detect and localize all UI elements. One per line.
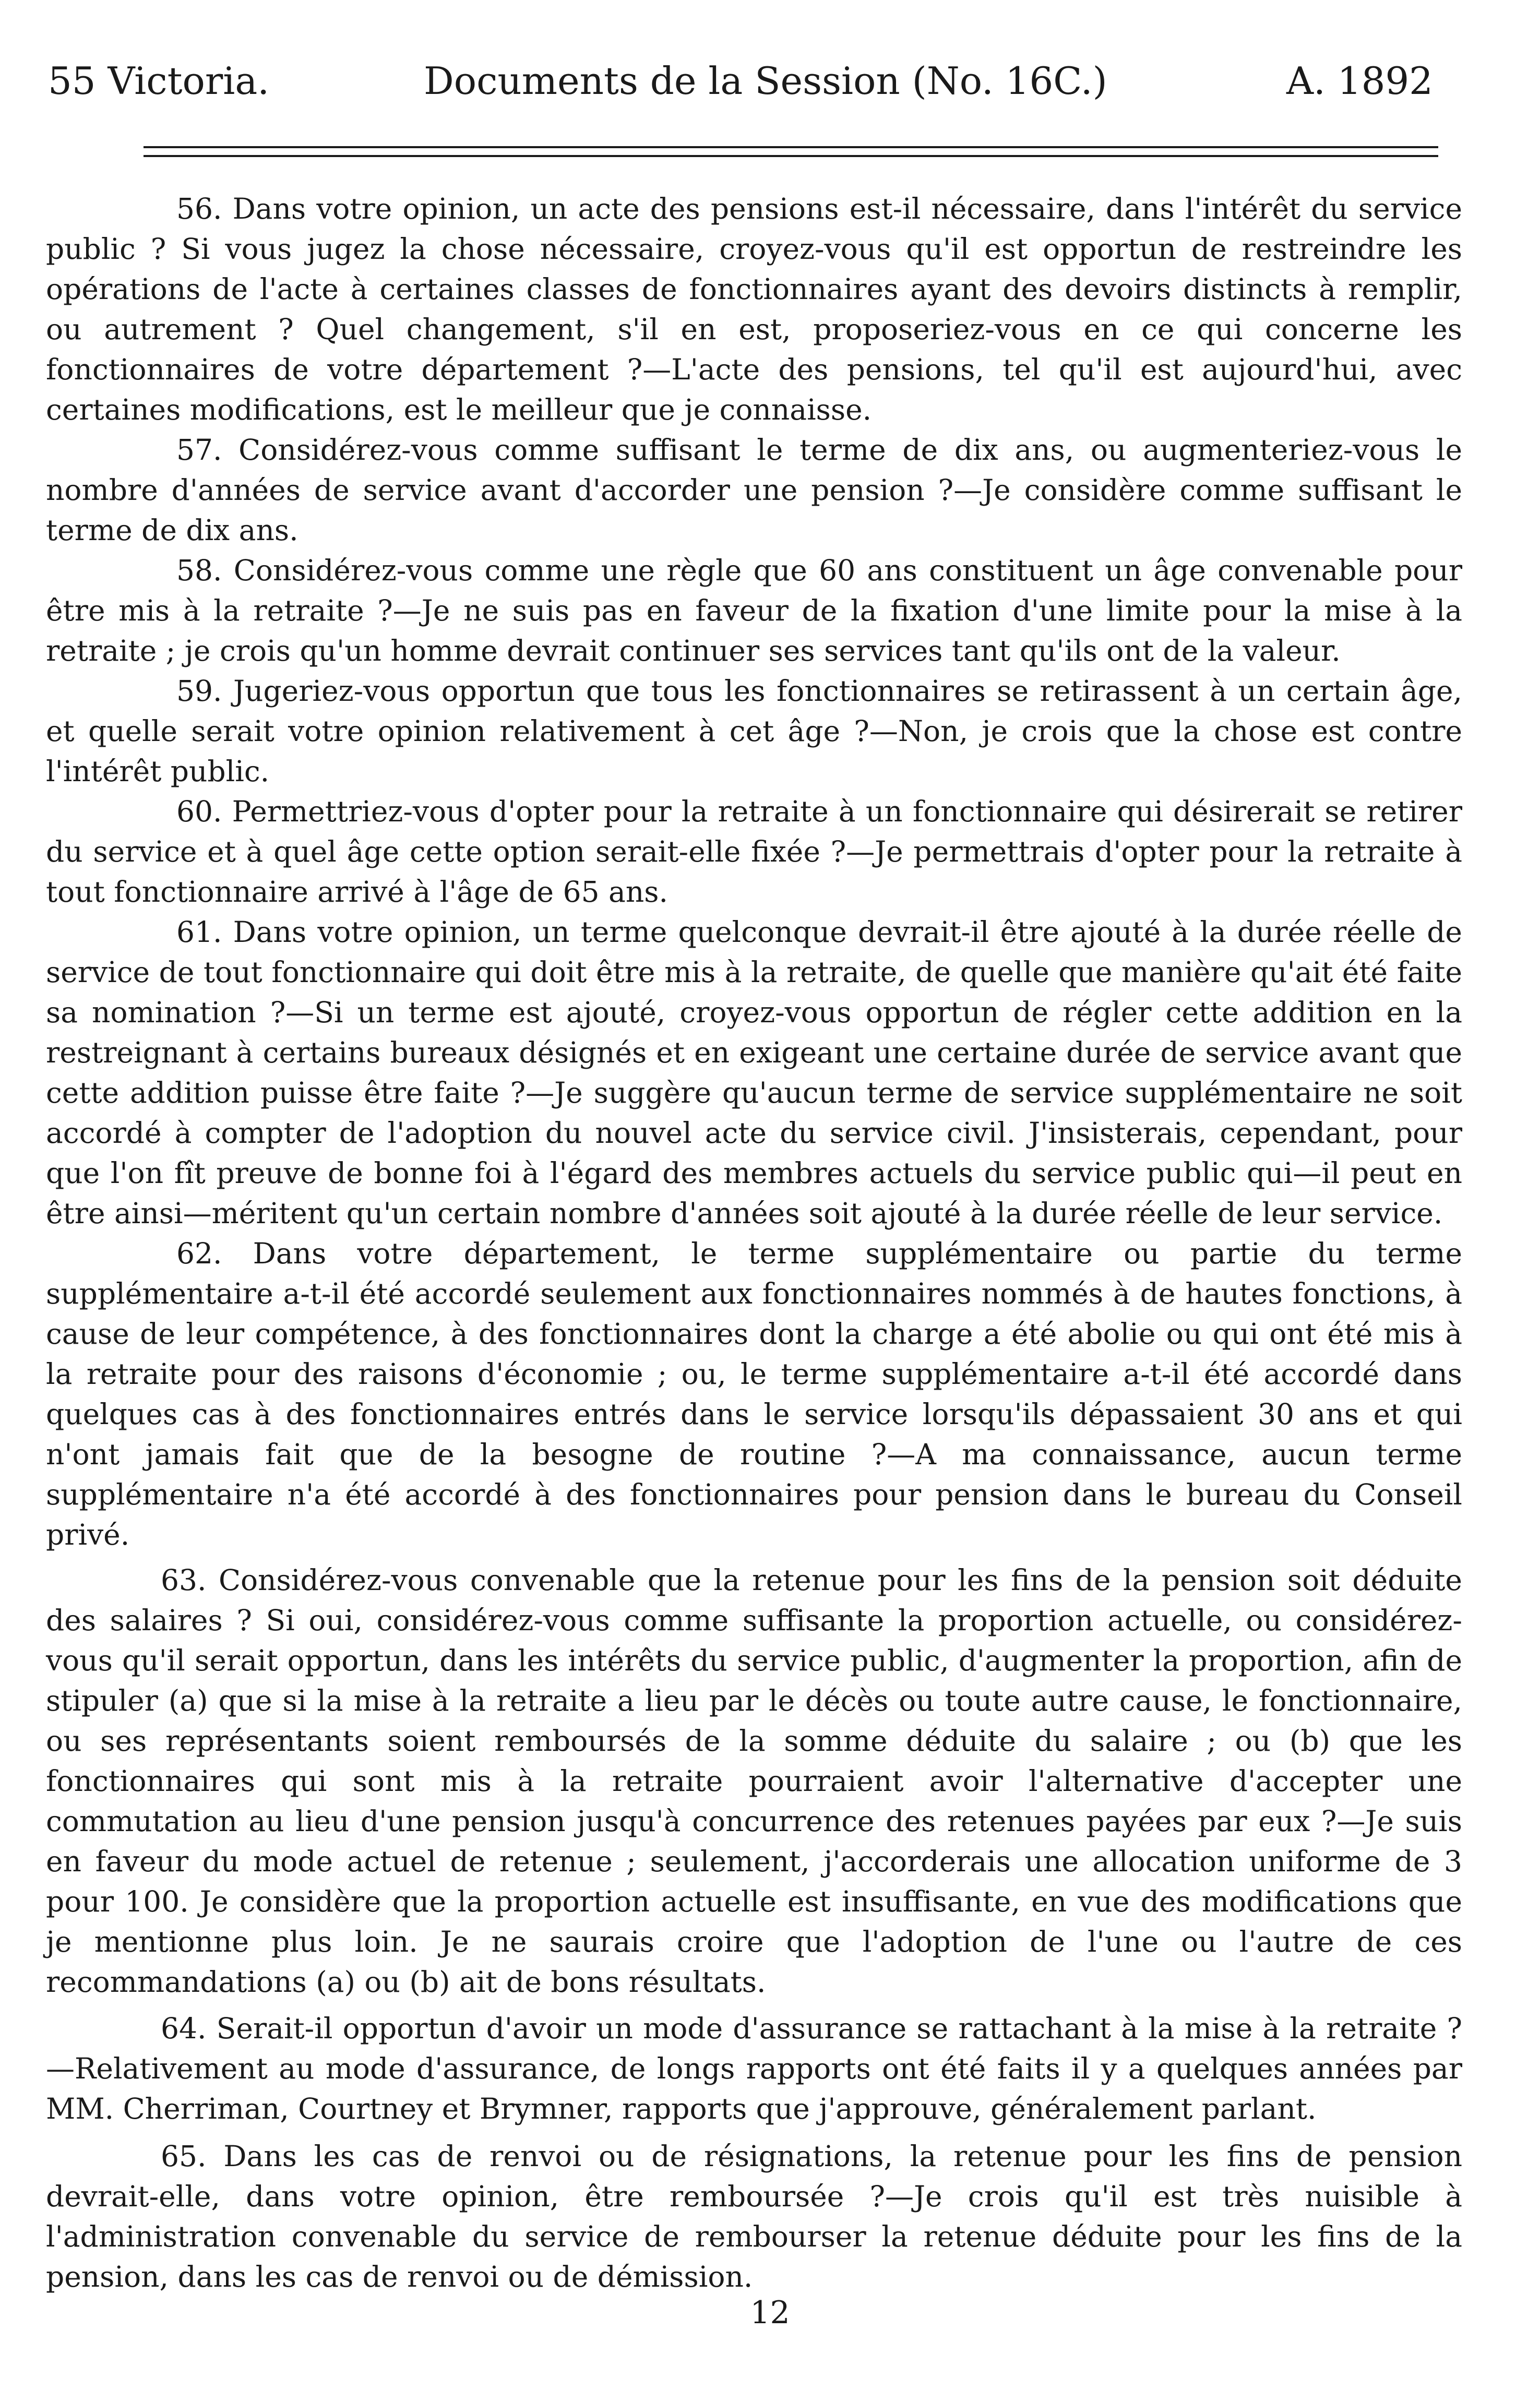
paragraph-64: [46, 2009, 1462, 2129]
header-rule-bottom: [144, 155, 1438, 157]
paragraph-56: [46, 189, 1462, 430]
paragraph-58: [46, 551, 1462, 671]
paragraph-text: Considérez-vous convenable que la retenue pour les fins de la pension soit déduite des salaires ? Si oui, considérez-vous comme suffisante la proportion actuelle, ou considérez-vous qu'il serait opportun, dans les intérêts du service public, d'augmenter la proportion, afin de stipuler (a) que si la mise à la retraite a lieu par le décès ou toute autre cause, le fonctionnaire, ou ses représentants soient remboursés de la somme déduite du salaire ; ou (b) que les fonctionnaires qui sont mis à la retraite pourraient avoir l'alternative d'accepter une commutation au lieu d'une pension jusqu'à concurrence des retenues payées par eux ?—Je suis en faveur du mode actuel de retenue ; seulement, j'accorderais une allocation uniforme de 3 pour 100. Je considère que la proportion actuelle est insuffisante, en vue des modifications que je mentionne plus loin. Je ne saurais croire que l'adoption de l'une ou l'autre de ces recommandations (a) ou (b) ait de bons résultats.: [46, 1563, 1462, 1999]
paragraph-number: 60.: [176, 795, 222, 828]
header-title: Documents de la Session (No. 16C.): [424, 59, 1107, 103]
paragraph-number: 58.: [176, 554, 222, 587]
paragraph-number: 56.: [176, 192, 222, 225]
paragraph-number: 57.: [176, 433, 222, 467]
paragraph-number: 61.: [176, 915, 222, 949]
paragraph-62: [46, 1234, 1462, 1555]
paragraph-text: Permettriez-vous d'opter pour la retraite à un fonctionnaire qui désirerait se retirer du service et à quel âge cette option serait-elle fixée ?—Je permettrais d'opter pour la retraite à tout fonctionnaire arrivé à l'âge de 65 ans.: [46, 795, 1462, 909]
paragraph-59: [46, 671, 1462, 792]
paragraph-number: 65.: [161, 2140, 207, 2173]
paragraph-text: Considérez-vous comme une règle que 60 ans constituent un âge convenable pour être mis à la retraite ?—Je ne suis pas en faveur de la fixation d'une limite pour la mise à la retraite ; je crois qu'un homme devrait continuer ses services tant qu'ils ont de la valeur.: [46, 554, 1462, 667]
paragraph-text: Dans votre département, le terme supplémentaire ou partie du terme supplémentaire a-t-il été accordé seulement aux fonctionnaires nommés à de hautes fonctions, à cause de leur compétence, à des fonctionnaires dont la charge a été abolie ou qui ont été mis à la retraite pour des raisons d'économie ; ou, le terme supplémentaire a-t-il été accordé dans quelques cas à des fonctionnaires entrés dans le service lorsqu'ils dépassaient 30 ans et qui n'ont jamais fait que de la besogne de routine ?—A ma connaissance, aucun terme supplémentaire n'a été accordé à des fonctionnaires pour pension dans le bureau du Conseil privé.: [46, 1237, 1463, 1551]
paragraph-text: Dans votre opinion, un terme quelconque devrait-il être ajouté à la durée réelle de service de tout fonctionnaire qui doit être mis à la retraite, de quelle que manière qu'ait été faite sa nomination ?—Si un terme est ajouté, croyez-vous opportun de régler cette addition en la restreignant à certains bureaux désignés et en exigeant une certaine durée de service avant que cette addition puisse être faite ?—Je suggère qu'aucun terme de service supplémentaire ne soit accordé à compter de l'adoption du nouvel acte du service civil. J'insisterais, cependant, pour que l'on fît preuve de bonne foi à l'égard des membres actuels du service public qui—il peut en être ainsi—méritent qu'un certain nombre d'années soit ajouté à la durée réelle de leur service.: [46, 915, 1462, 1230]
paragraph-57: [46, 430, 1462, 551]
header-year: A. 1892: [1286, 59, 1433, 103]
paragraph-text: Dans les cas de renvoi ou de résignations, la retenue pour les fins de pension devrait-elle, dans votre opinion, être remboursée ?—Je crois qu'il est très nuisible à l'administration convenable du service de rembourser la retenue déduite pour les fins de la pension, dans les cas de renvoi ou de démission.: [46, 2140, 1463, 2293]
paragraph-text: Dans votre opinion, un acte des pensions est-il nécessaire, dans l'intérêt du service public ? Si vous jugez la chose nécessaire, croyez-vous qu'il est opportun de restreindre les opérations de l'acte à certaines classes de fonctionnaires ayant des devoirs distincts à remplir, ou autrement ? Quel changement, s'il en est, proposeriez-vous en ce qui concerne les fonctionnaires de votre département ?—L'acte des pensions, tel qu'il est aujourd'hui, avec certaines modifications, est le meilleur que je connaisse.: [46, 192, 1463, 426]
paragraph-60: [46, 792, 1462, 912]
paragraph-number: 62.: [176, 1237, 222, 1270]
paragraph-61: [46, 912, 1462, 1234]
paragraph-number: 63.: [161, 1563, 207, 1597]
page-number: 12: [750, 2295, 790, 2331]
paragraph-63: [46, 1560, 1462, 2002]
paragraph-text: Jugeriez-vous opportun que tous les fonctionnaires se retirassent à un certain âge, et quelle serait votre opinion relativement à cet âge ?—Non, je crois que la chose est contre l'intérêt public.: [46, 674, 1462, 788]
paragraph-65: [46, 2136, 1462, 2297]
header-regnal-year: 55 Victoria.: [48, 59, 270, 103]
paragraph-number: 59.: [176, 674, 222, 708]
paragraph-number: 64.: [161, 2012, 207, 2045]
header-rule-top: [144, 146, 1438, 148]
page-header: [48, 52, 1433, 110]
body-text: [46, 189, 1462, 2297]
paragraph-text: Serait-il opportun d'avoir un mode d'assurance se rattachant à la mise à la retraite ?—Relativement au mode d'assurance, de longs rapports ont été faits il y a quelques années par MM. Cherriman, Courtney et Brymner, rapports que j'approuve, généralement parlant.: [46, 2012, 1462, 2125]
paragraph-text: Considérez-vous comme suffisant le terme de dix ans, ou augmenteriez-vous le nombre d'années de service avant d'accorder une pension ?—Je considère comme suffisant le terme de dix ans.: [46, 433, 1462, 547]
